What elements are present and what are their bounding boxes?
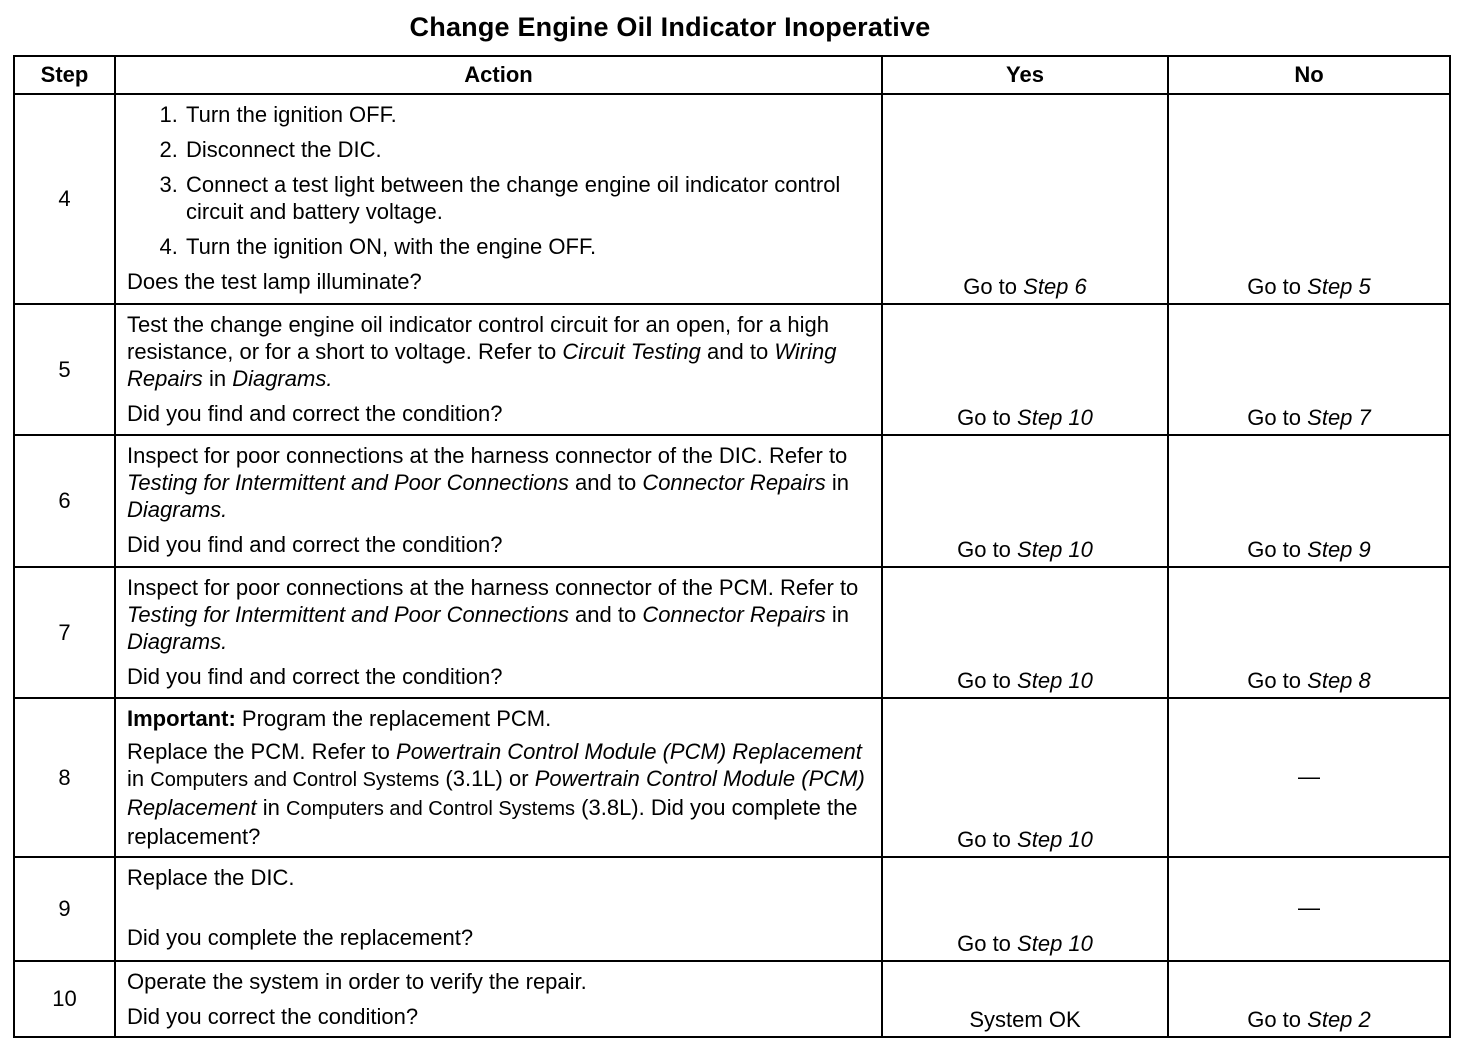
step-number: 8 — [14, 698, 115, 857]
table-row — [14, 961, 1450, 1037]
yes-cell — [882, 961, 1168, 1037]
go-to-label: Go to — [1247, 274, 1302, 299]
yes-cell — [882, 857, 1168, 961]
manual-reference: Diagrams. — [127, 497, 228, 522]
go-to-label: Go to — [1247, 668, 1302, 693]
go-to-label: Go to — [1247, 405, 1302, 430]
manual-reference: Computers and Control Systems — [150, 769, 440, 791]
no-cell — [1168, 304, 1450, 435]
connector-text: and to — [575, 602, 637, 627]
yes-cell — [882, 435, 1168, 567]
header-yes: Yes — [882, 56, 1168, 94]
connector-text: in — [127, 766, 145, 791]
yes-cell — [882, 567, 1168, 698]
yes-step-link[interactable]: Step 10 — [1017, 931, 1093, 956]
yes-cell — [882, 698, 1168, 857]
yes-step-link[interactable]: Step 10 — [1017, 827, 1093, 852]
reference-link[interactable]: Connector Repairs — [642, 470, 826, 495]
system-ok-label: System OK — [969, 1007, 1081, 1032]
engine-variant: (3.8L). — [581, 795, 645, 820]
action-instruction: Replace the PCM. Refer to — [127, 739, 390, 764]
connector-text: and to — [575, 470, 637, 495]
no-step-link[interactable]: Step 7 — [1307, 405, 1371, 430]
go-to-label: Go to — [957, 668, 1011, 693]
action-instruction: Test the change engine oil indicator control circuit for an open, for a high resistance, or for a short to voltage. Refer to — [127, 312, 829, 364]
action-instruction: Inspect for poor connections at the harness connector of the PCM. Refer to — [127, 575, 859, 600]
connector-text: or — [509, 766, 529, 791]
go-to-label: Go to — [957, 405, 1011, 430]
no-cell — [1168, 435, 1450, 567]
action-cell — [115, 698, 882, 857]
list-item: 1. Turn the ignition OFF. — [184, 101, 873, 128]
header-step: Step — [14, 56, 115, 94]
step-number: 9 — [14, 857, 115, 961]
list-item: 2. Disconnect the DIC. — [184, 136, 873, 163]
no-cell — [1168, 567, 1450, 698]
table-row — [14, 304, 1450, 435]
action-text: Operate the system in order to verify the repair. — [127, 969, 587, 994]
step-number: 4 — [14, 94, 115, 304]
no-cell: — — [1168, 698, 1450, 857]
step-number: 7 — [14, 567, 115, 698]
yes-step-link[interactable]: Step 10 — [1017, 537, 1093, 562]
reference-link[interactable]: Wiring Repairs — [127, 339, 837, 391]
connector-text: in — [262, 795, 280, 820]
yes-cell — [882, 94, 1168, 304]
go-to-label: Go to — [957, 827, 1011, 852]
table-row — [14, 857, 1450, 961]
action-cell — [115, 94, 882, 304]
action-question: Did you find and correct the condition? — [127, 664, 503, 689]
manual-reference: Diagrams. — [127, 629, 228, 654]
reference-link[interactable]: Testing for Intermittent and Poor Connections — [127, 470, 569, 495]
reference-link[interactable]: Circuit Testing — [562, 339, 701, 364]
yes-cell — [882, 304, 1168, 435]
important-label: Important: — [127, 706, 236, 731]
reference-link[interactable]: Powertrain Control Module (PCM) Replacement — [396, 739, 862, 764]
connector-text: in — [831, 602, 849, 627]
page-title: Change Engine Oil Indicator Inoperative — [409, 12, 931, 42]
action-cell — [115, 961, 882, 1037]
header-no: No — [1168, 56, 1450, 94]
action-question: Did you correct the condition? — [127, 1004, 419, 1029]
table-row — [14, 698, 1450, 857]
action-text — [127, 574, 873, 655]
action-cell — [115, 435, 882, 567]
connector-text: and to — [707, 339, 769, 364]
engine-variant: (3.1L) — [445, 766, 503, 791]
manual-reference: Computers and Control Systems — [286, 798, 576, 820]
action-question: Did you complete the replacement? — [127, 925, 474, 950]
no-cell — [1168, 961, 1450, 1037]
action-question: Did you complete the replacement? — [127, 795, 858, 849]
go-to-label: Go to — [957, 537, 1011, 562]
yes-step-link[interactable]: Step 6 — [1023, 274, 1087, 299]
manual-reference: Diagrams. — [232, 366, 333, 391]
header-row — [14, 56, 1450, 94]
no-step-link[interactable]: Step 2 — [1307, 1007, 1371, 1032]
yes-step-link[interactable]: Step 10 — [1017, 405, 1093, 430]
yes-step-link[interactable]: Step 10 — [1017, 668, 1093, 693]
action-text: Replace the DIC. — [127, 865, 295, 890]
reference-link[interactable]: Connector Repairs — [642, 602, 826, 627]
action-cell — [115, 304, 882, 435]
reference-link[interactable]: Powertrain Control Module (PCM) Replacement — [127, 766, 865, 820]
action-text — [127, 738, 873, 850]
action-cell — [115, 567, 882, 698]
step-number: 5 — [14, 304, 115, 435]
go-to-label: Go to — [957, 931, 1011, 956]
no-cell: — — [1168, 857, 1450, 961]
important-text: Program the replacement PCM. — [241, 706, 552, 731]
table-row — [14, 435, 1450, 567]
connector-text: in — [831, 470, 849, 495]
table-row — [14, 94, 1450, 304]
reference-link[interactable]: Testing for Intermittent and Poor Connections — [127, 602, 569, 627]
action-cell — [115, 857, 882, 961]
list-item: 4. Turn the ignition ON, with the engine OFF. — [184, 233, 873, 260]
connector-text: in — [208, 366, 227, 391]
action-question: Does the test lamp illuminate? — [127, 269, 422, 294]
step-number: 10 — [14, 961, 115, 1037]
list-item: 3. Connect a test light between the change engine oil indicator control circuit and battery voltage. — [184, 171, 873, 225]
action-instruction: Inspect for poor connections at the harness connector of the DIC. Refer to — [127, 443, 848, 468]
no-step-link[interactable]: Step 8 — [1307, 668, 1371, 693]
header-action: Action — [115, 56, 882, 94]
step-number: 6 — [14, 435, 115, 567]
action-text — [127, 311, 873, 392]
go-to-label: Go to — [1247, 1007, 1302, 1032]
no-step-link[interactable]: Step 9 — [1307, 537, 1371, 562]
table-row — [14, 567, 1450, 698]
diagnostic-table — [13, 55, 1451, 1038]
action-list — [127, 101, 873, 260]
no-cell — [1168, 94, 1450, 304]
action-text — [127, 442, 873, 523]
action-question: Did you find and correct the condition? — [127, 401, 503, 426]
important-note — [127, 705, 873, 732]
go-to-label: Go to — [963, 274, 1018, 299]
no-step-link[interactable]: Step 5 — [1307, 274, 1371, 299]
action-question: Did you find and correct the condition? — [127, 532, 503, 557]
go-to-label: Go to — [1247, 537, 1302, 562]
